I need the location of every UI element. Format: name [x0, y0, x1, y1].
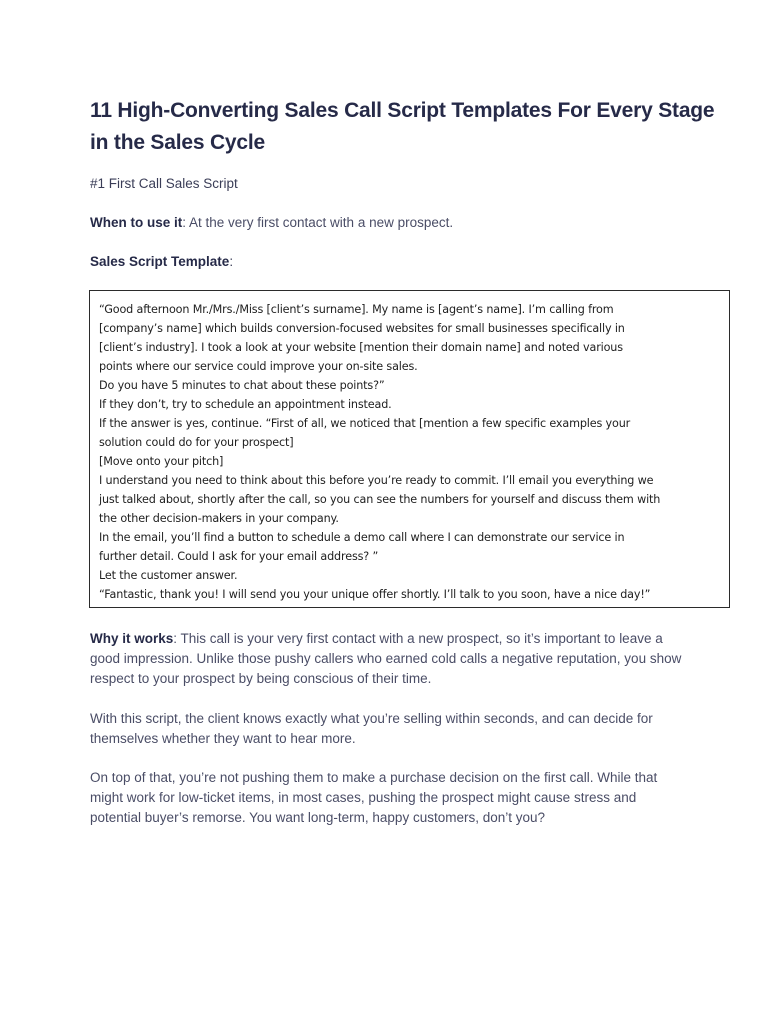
template-heading [90, 253, 233, 271]
body-paragraph-3: On top of that, you’re not pushing them to make a purchase decision on the first call. While that might work for low-ticket items, in most cases, pushing the prospect might cause stress and potential buyer’s remorse. You want long-term, happy customers, don’t you? [90, 770, 658, 825]
template-label-suffix: : [229, 254, 234, 269]
script-line: Do you have 5 minutes to chat about these points?” [99, 379, 385, 392]
script-line: [company’s name] which builds conversion-focused websites for small businesses specifically in [99, 322, 625, 335]
script-line: [client’s industry]. I took a look at your website [mention their domain name] and noted various [99, 341, 623, 354]
template-label: Sales Script Template [90, 254, 230, 269]
why-it-works-label: Why it works [90, 631, 174, 646]
script-line: just talked about, shortly after the call, so you can see the numbers for yourself and discuss them with [99, 493, 661, 506]
script-line: Let the customer answer. [99, 569, 238, 582]
script-line: I understand you need to think about this before you’re ready to commit. I’ll email you everything we [99, 474, 654, 487]
script-line: In the email, you’ll find a button to schedule a demo call where I can demonstrate our service in [99, 531, 625, 544]
body-paragraph-2: With this script, the client knows exactly what you’re selling within seconds, and can decide for themselves whether they want to hear more. [90, 711, 653, 746]
why-it-works-paragraph [90, 629, 690, 689]
script-line: the other decision-makers in your company. [99, 512, 339, 525]
script-line: “Fantastic, thank you! I will send you your unique offer shortly. I’ll talk to you soon, have a nice day!” [99, 588, 651, 601]
when-to-use-label: When to use it [90, 215, 183, 230]
script-line: solution could do for your prospect] [99, 436, 294, 449]
script-line: [Move onto your pitch] [99, 455, 224, 468]
when-to-use-text: : At the very first contact with a new prospect. [182, 215, 454, 230]
script-line: If they don’t, try to schedule an appointment instead. [99, 398, 392, 411]
script-template-box [89, 290, 730, 608]
script-line: If the answer is yes, continue. “First of all, we noticed that [mention a few specific examples your [99, 417, 631, 430]
script-line: further detail. Could I ask for your email address? ” [99, 550, 379, 563]
section-heading: #1 First Call Sales Script [90, 176, 238, 191]
when-to-use-line [90, 214, 453, 232]
page-title: 11 High-Converting Sales Call Script Templates For Every Stage in the Sales Cycle [90, 99, 715, 154]
why-it-works-text: : This call is your very first contact with a new prospect, so it’s important to leave a good impression. Unlike those pushy callers who earned cold calls a negative reputation, you show respect to your prospect by being conscious of their time. [90, 631, 682, 686]
script-line: points where our service could improve your on-site sales. [99, 360, 418, 373]
script-line: “Good afternoon Mr./Mrs./Miss [client’s surname]. My name is [agent’s name]. I’m calling from [99, 303, 614, 316]
